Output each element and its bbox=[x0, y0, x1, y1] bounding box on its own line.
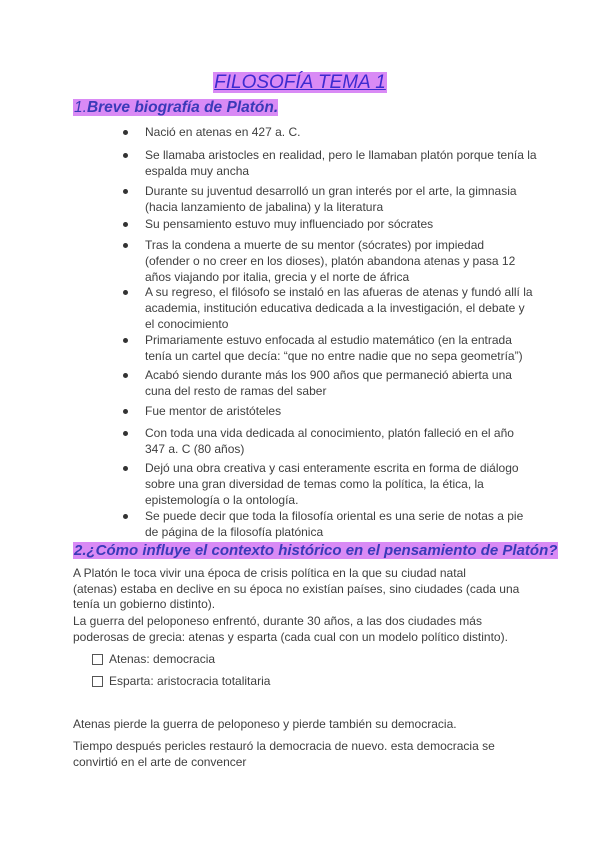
bullet-icon bbox=[123, 373, 128, 378]
context-paragraph-1: A Platón le toca vivir una época de crisis política en la que su ciudad natal (atenas) estaba en declive en su época no existían países, sino ciudades (cada una tenía un gobierno distinto). bbox=[73, 566, 520, 611]
bullet-icon bbox=[123, 409, 128, 414]
list-item bbox=[145, 508, 540, 540]
checklist-item-label: Esparta: aristocracia totalitaria bbox=[109, 674, 271, 688]
list-item-text: Se llamaba aristocles en realidad, pero le llamaban platón porque tenía la espalda muy ancha bbox=[145, 148, 537, 178]
bullet-icon bbox=[123, 189, 128, 194]
list-item-text: Nació en atenas en 427 a. C. bbox=[145, 125, 301, 139]
section1-number: 1. bbox=[74, 99, 87, 116]
list-item bbox=[145, 425, 540, 457]
list-item-text: A su regreso, el filósofo se instaló en las afueras de atenas y fundó allí la academia, institución educativa dedicada a la investigación, el debate y el conocimiento bbox=[145, 285, 533, 331]
list-item-text: Dejó una obra creativa y casi enteramente escrita en forma de diálogo sobre una gran diversidad de temas como la política, la ética, la epistemología o la ontología. bbox=[145, 461, 519, 507]
list-item-text: Durante su juventud desarrolló un gran interés por el arte, la gimnasia (hacia lanzamiento de jabalina) y la literatura bbox=[145, 184, 517, 214]
bullet-icon bbox=[123, 222, 128, 227]
checklist-item-esparta bbox=[92, 673, 270, 689]
list-item bbox=[145, 367, 540, 399]
section1-heading-text: Breve biografía de Platón. bbox=[86, 99, 279, 116]
section2-heading: 2.¿Cómo influye el contexto histórico en el pensamiento de Platón? bbox=[74, 542, 558, 559]
list-item-text: Acabó siendo durante más los 900 años que permaneció abierta una cuna del resto de ramas del saber bbox=[145, 368, 512, 398]
bullet-icon bbox=[123, 338, 128, 343]
list-item bbox=[145, 147, 540, 179]
bullet-icon bbox=[123, 431, 128, 436]
list-item bbox=[145, 183, 540, 215]
context-paragraph-3: Atenas pierde la guerra de peloponeso y pierde también su democracia. bbox=[73, 717, 457, 731]
checkbox-icon[interactable] bbox=[92, 676, 103, 687]
list-item-text: Con toda una vida dedicada al conocimiento, platón falleció en el año 347 a. C (80 años) bbox=[145, 426, 514, 456]
bullet-icon bbox=[123, 514, 128, 519]
list-item-text: Primariamente estuvo enfocada al estudio matemático (en la entrada tenía un cartel que decía: “que no entre nadie que no sepa geometría”) bbox=[145, 333, 523, 363]
context-paragraph-4: Tiempo después pericles restauró la democracia de nuevo. esta democracia se convirtió en el arte de convencer bbox=[73, 739, 495, 769]
bullet-icon bbox=[123, 130, 128, 135]
list-item-text: Se puede decir que toda la filosofía oriental es una serie de notas a pie de página de la filosofía platónica bbox=[145, 509, 524, 539]
context-paragraph-2: La guerra del peloponeso enfrentó, durante 30 años, a las dos ciudades más poderosas de grecia: atenas y esparta (cada cual con un modelo político distinto). bbox=[73, 614, 508, 644]
bullet-icon bbox=[123, 290, 128, 295]
checklist-item-atenas bbox=[92, 651, 215, 667]
list-item bbox=[145, 124, 540, 140]
list-item-text: Su pensamiento estuvo muy influenciado por sócrates bbox=[145, 217, 434, 231]
list-item bbox=[145, 460, 540, 508]
document-title-text: FILOSOFÍA TEMA 1 bbox=[214, 72, 386, 93]
list-item-text: Tras la condena a muerte de su mentor (sócrates) por impiedad (ofender o no creer en los dioses), platón abandona atenas y pasa 12 años viajando por italia, grecia y el norte de áfrica bbox=[145, 238, 516, 284]
bullet-icon bbox=[123, 243, 128, 248]
bullet-icon bbox=[123, 153, 128, 158]
list-item bbox=[145, 216, 540, 232]
bullet-icon bbox=[123, 466, 128, 471]
section1-heading bbox=[73, 99, 278, 116]
list-item-text: Fue mentor de aristóteles bbox=[145, 404, 282, 418]
list-item bbox=[145, 237, 540, 285]
document-title bbox=[0, 73, 600, 93]
checklist-item-label: Atenas: democracia bbox=[109, 652, 216, 666]
list-item bbox=[145, 332, 540, 364]
list-item bbox=[145, 403, 540, 419]
list-item bbox=[145, 284, 540, 332]
checkbox-icon[interactable] bbox=[92, 654, 103, 665]
